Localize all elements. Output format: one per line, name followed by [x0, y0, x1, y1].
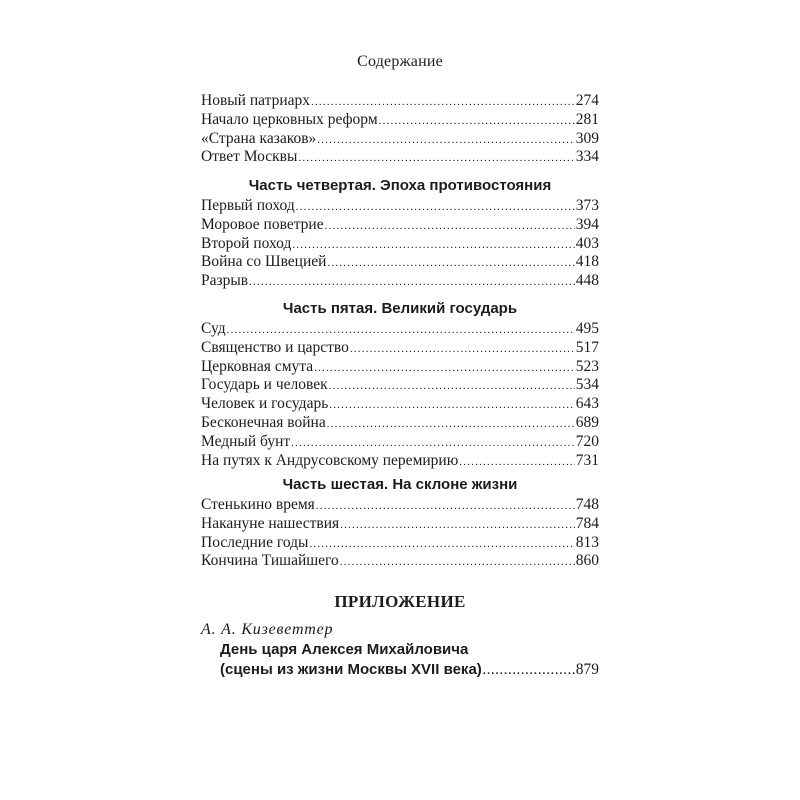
- toc-entry-title: Последние годы: [201, 533, 309, 551]
- toc-entry-page: 334: [575, 148, 599, 166]
- toc-entry-title: Бесконечная война: [201, 413, 326, 431]
- toc-entry[interactable]: [201, 339, 599, 358]
- toc-entry-title: Разрыв: [201, 272, 249, 290]
- toc-entry-title: Новый патриарх: [201, 92, 311, 109]
- toc-group-3: [201, 496, 599, 571]
- page-header: Содержание: [357, 53, 443, 70]
- part-heading: Часть четвертая. Эпоха противостояния: [248, 177, 552, 194]
- toc-entry[interactable]: [201, 253, 599, 272]
- toc-entry-page: 860: [575, 552, 599, 570]
- part-heading: Часть шестая. На склоне жизни: [282, 476, 518, 493]
- toc-entry[interactable]: [201, 216, 599, 235]
- toc-entry-title: Война со Швецией: [201, 253, 327, 271]
- toc-entry-title: Кончина Тишайшего: [201, 552, 339, 570]
- toc-entry-title: Второй поход: [201, 234, 292, 252]
- appendix-author: А. А. Кизеветтер: [201, 621, 334, 638]
- toc-entry-title: Суд: [201, 320, 226, 337]
- toc-entry-title: Стенькино время: [201, 496, 315, 513]
- toc-entry-page: 879: [575, 661, 599, 678]
- toc-entry[interactable]: [201, 111, 599, 130]
- leader-dots: [298, 149, 574, 168]
- leader-dots: [314, 359, 575, 378]
- toc-entry-page: 784: [575, 514, 599, 532]
- appendix-heading: ПРИЛОЖЕНИЕ: [334, 592, 466, 611]
- toc-entry-title: Церковная смута: [201, 357, 314, 375]
- leader-dots: [340, 553, 575, 572]
- toc-entry[interactable]: [201, 92, 599, 111]
- toc-entry[interactable]: [201, 197, 599, 216]
- toc-entry[interactable]: [201, 272, 599, 291]
- toc-entry-page: 813: [575, 533, 599, 551]
- toc-entry[interactable]: [201, 320, 599, 339]
- leader-dots: [340, 516, 575, 535]
- toc-entry-page: 523: [575, 357, 599, 375]
- toc-entry[interactable]: [201, 395, 599, 414]
- appendix-work-title-line2: (сцены из жизни Москвы XVII века): [220, 661, 482, 678]
- leader-dots: [325, 217, 575, 236]
- toc-entry-title: Человек и государь: [201, 395, 329, 413]
- toc-entry[interactable]: [201, 414, 599, 433]
- toc-entry-page: 309: [575, 129, 599, 147]
- toc-entry-page: 403: [575, 234, 599, 252]
- toc-entry-page: 373: [575, 197, 599, 214]
- toc-entry-page: 448: [575, 272, 599, 290]
- toc-entry-page: 394: [575, 215, 599, 233]
- appendix-work: [201, 640, 599, 680]
- leader-dots: [309, 535, 574, 554]
- toc-entry-page: 517: [575, 338, 599, 356]
- toc-entry-title: Накануне нашествия: [201, 514, 340, 532]
- leader-dots: [311, 93, 575, 112]
- toc-entry-title: Начало церковных реформ: [201, 110, 378, 128]
- toc-entry-page: 495: [575, 320, 599, 337]
- leader-dots: [483, 661, 575, 681]
- part-heading: Часть пятая. Великий государь: [282, 300, 518, 317]
- toc-entry[interactable]: [201, 452, 599, 471]
- toc-entry-title: Государь и человек: [201, 376, 328, 394]
- leader-dots: [292, 236, 574, 255]
- toc-entry-page: 748: [575, 496, 599, 513]
- leader-dots: [249, 273, 575, 292]
- toc-entry-title: «Страна казаков»: [201, 129, 317, 147]
- leader-dots: [459, 453, 574, 472]
- toc-entry[interactable]: [201, 376, 599, 395]
- toc-entry-title: Медный бунт: [201, 432, 291, 450]
- toc-entry-page: 534: [575, 376, 599, 394]
- toc-entry[interactable]: [201, 515, 599, 534]
- leader-dots: [296, 198, 575, 217]
- toc-entry[interactable]: [201, 534, 599, 553]
- leader-dots: [379, 112, 575, 131]
- toc-group-0: [201, 92, 599, 167]
- toc-entry[interactable]: [201, 235, 599, 254]
- toc-entry-title: На путях к Андрусовскому перемирию: [201, 451, 459, 469]
- leader-dots: [350, 340, 575, 359]
- table-of-contents: [201, 0, 599, 800]
- toc-entry-title: Ответ Москвы: [201, 148, 298, 166]
- toc-entry[interactable]: [201, 148, 599, 167]
- toc-group-1: [201, 197, 599, 291]
- toc-entry-page: 281: [575, 110, 599, 128]
- toc-entry-title: Моровое поветрие: [201, 215, 324, 233]
- toc-entry[interactable]: [201, 130, 599, 149]
- leader-dots: [227, 321, 575, 340]
- leader-dots: [316, 497, 575, 516]
- appendix-work-title-line1: День царя Алексея Михайловича: [220, 641, 469, 658]
- leader-dots: [291, 434, 575, 453]
- leader-dots: [317, 131, 574, 150]
- toc-entry-page: 643: [575, 395, 599, 413]
- toc-entry-title: Священство и царство: [201, 338, 349, 356]
- toc-group-2: [201, 320, 599, 470]
- toc-entry-title: Первый поход: [201, 197, 295, 214]
- leader-dots: [327, 415, 575, 434]
- toc-entry[interactable]: [201, 433, 599, 452]
- toc-entry-page: 274: [575, 92, 599, 109]
- toc-entry-page: 689: [575, 413, 599, 431]
- leader-dots: [327, 254, 574, 273]
- toc-entry[interactable]: [201, 496, 599, 515]
- leader-dots: [329, 396, 574, 415]
- toc-entry[interactable]: [201, 358, 599, 377]
- toc-entry-page: 720: [575, 432, 599, 450]
- toc-entry[interactable]: [201, 552, 599, 571]
- leader-dots: [329, 377, 575, 396]
- toc-entry-page: 418: [575, 253, 599, 271]
- toc-entry[interactable]: [201, 660, 599, 680]
- toc-entry-page: 731: [575, 451, 599, 469]
